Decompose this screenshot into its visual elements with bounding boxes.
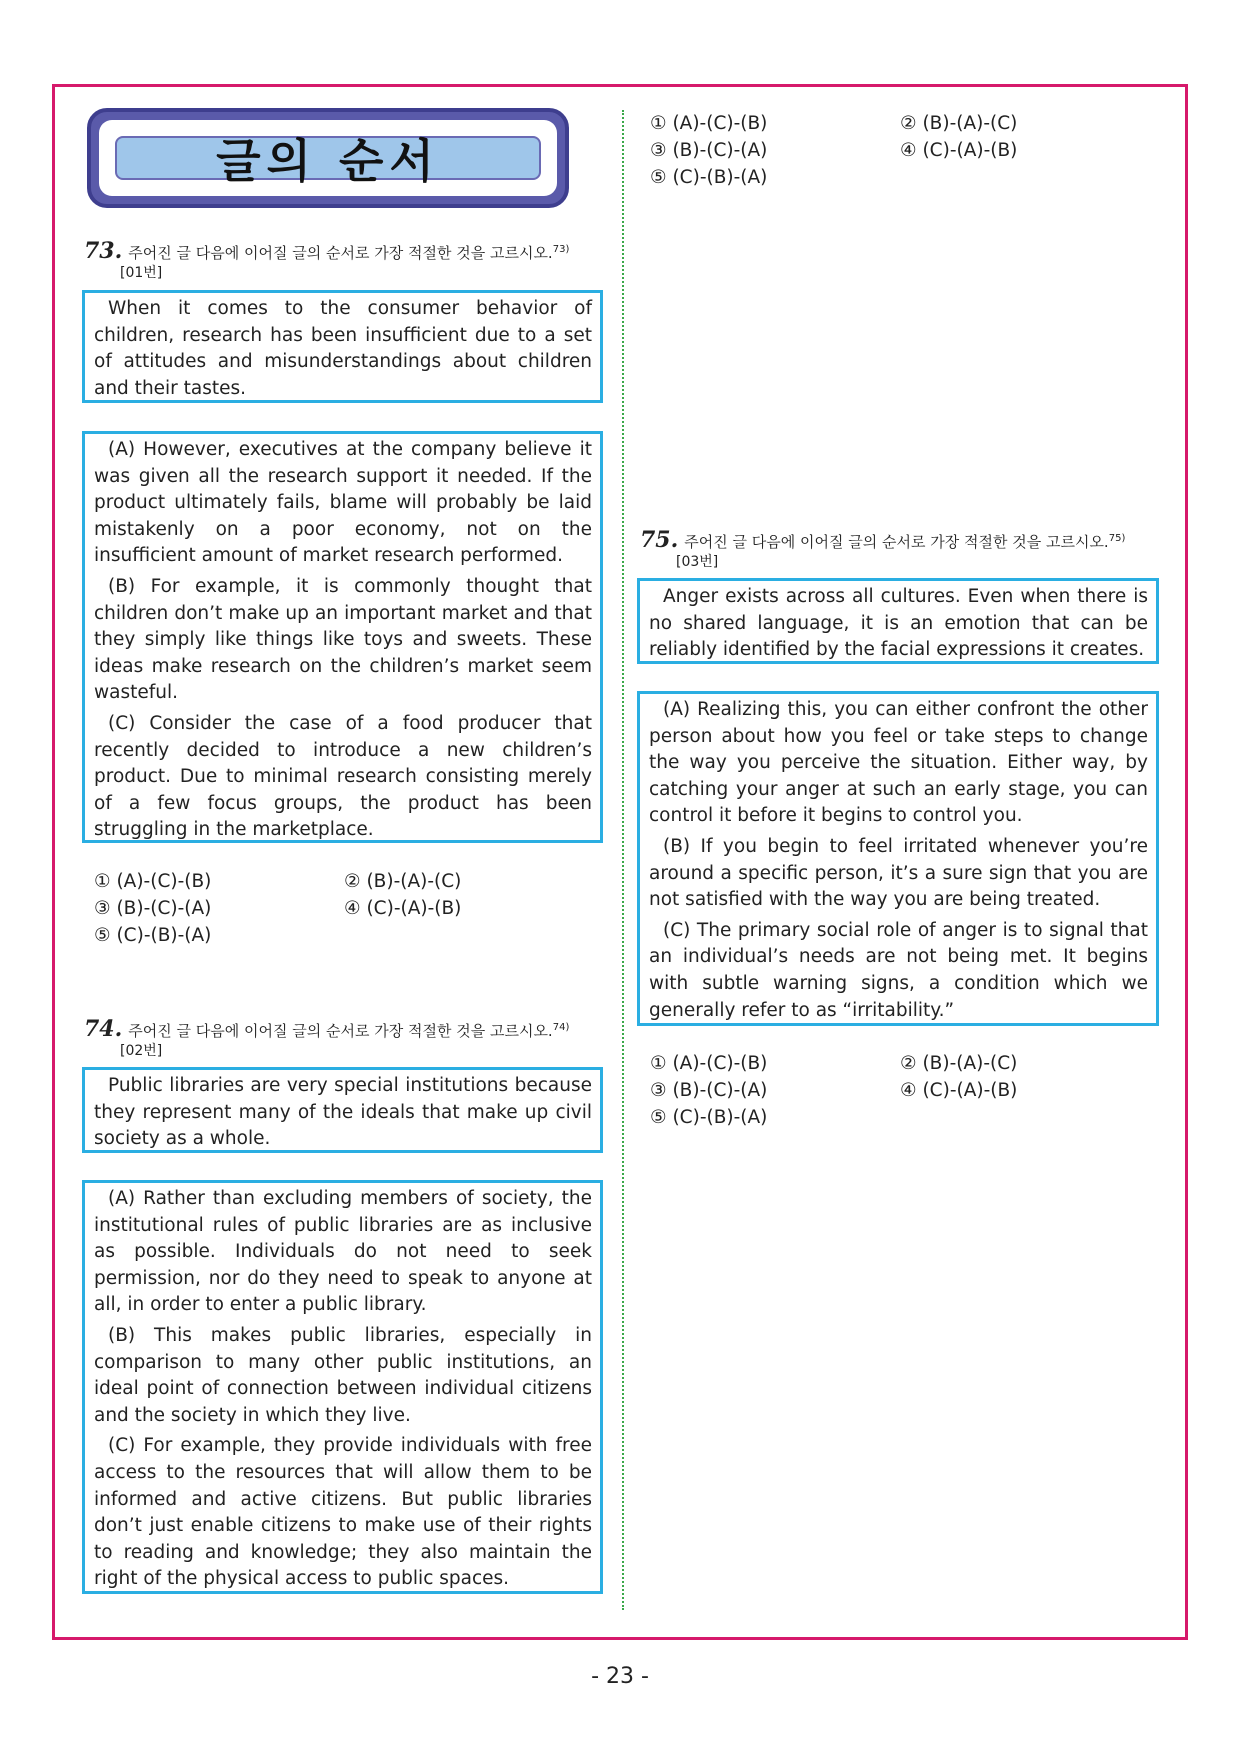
paragraph-a: (A) Realizing this, you can either confront the other person about how you feel or take steps to change the way you perceive the situation. Either way, by catching your anger at such an early stage, you can control it before it begins to control you. xyxy=(649,699,1148,827)
answer-option-4[interactable]: ④ (C)-(A)-(B) xyxy=(900,1080,1018,1101)
question-73-header xyxy=(84,240,604,283)
question-73-options xyxy=(94,868,594,949)
question-number: 75. xyxy=(640,527,679,553)
footnote-marker: 73) xyxy=(552,244,570,255)
question-instruction: 주어진 글 다음에 이어질 글의 순서로 가장 적절한 것을 고르시오. xyxy=(128,1022,553,1040)
footnote-marker: 75) xyxy=(1108,533,1126,544)
question-73-paragraphs xyxy=(82,431,603,843)
given-text: Public libraries are very special institutions because they represent many of the ideals that make up civil society as a whole. xyxy=(94,1075,592,1150)
answer-option-3[interactable]: ③ (B)-(C)-(A) xyxy=(94,898,212,919)
question-75-given-passage xyxy=(637,578,1159,664)
question-73-given-passage xyxy=(82,290,603,403)
page-number: - 23 - xyxy=(591,1664,649,1689)
question-75-header xyxy=(640,529,1165,572)
answer-option-1[interactable]: ① (A)-(C)-(B) xyxy=(94,871,212,892)
question-74-header xyxy=(84,1018,604,1061)
answer-option-1[interactable]: ① (A)-(C)-(B) xyxy=(650,113,768,134)
question-source: [01번] xyxy=(120,265,163,281)
question-75-options xyxy=(650,1050,1150,1131)
answer-option-2[interactable]: ② (B)-(A)-(C) xyxy=(900,1053,1018,1074)
answer-option-5[interactable]: ⑤ (C)-(B)-(A) xyxy=(650,167,768,188)
question-instruction: 주어진 글 다음에 이어질 글의 순서로 가장 적절한 것을 고르시오. xyxy=(128,244,553,262)
column-divider xyxy=(622,110,624,1610)
answer-option-5[interactable]: ⑤ (C)-(B)-(A) xyxy=(650,1107,768,1128)
answer-option-3[interactable]: ③ (B)-(C)-(A) xyxy=(650,140,768,161)
answer-option-4[interactable]: ④ (C)-(A)-(B) xyxy=(900,140,1018,161)
answer-option-5[interactable]: ⑤ (C)-(B)-(A) xyxy=(94,925,212,946)
given-text: When it comes to the consumer behavior of children, research has been insufficient due to a set of attitudes and misunderstandings about children and their tastes. xyxy=(94,298,592,399)
answer-option-4[interactable]: ④ (C)-(A)-(B) xyxy=(344,898,462,919)
paragraph-a: (A) Rather than excluding members of society, the institutional rules of public libraries are as inclusive as possible. Individuals do not need to seek permission, nor do they need to speak to anyone at all, in order to enter a public library. xyxy=(94,1188,592,1316)
answer-option-2[interactable]: ② (B)-(A)-(C) xyxy=(344,871,462,892)
question-number: 73. xyxy=(84,238,123,264)
paragraph-b: (B) If you begin to feel irritated whenever you’re around a specific person, it’s a sure sign that you are not satisfied with the way you are being treated. xyxy=(649,835,1148,911)
paragraph-c: (C) Consider the case of a food producer that recently decided to introduce a new children’s product. Due to minimal research consisting merely of a few focus groups, the product has been struggling in the marketplace. xyxy=(94,712,592,841)
paragraph-b: (B) This makes public libraries, especially in comparison to many other public institutions, an ideal point of connection between individual citizens and the society in which they live. xyxy=(94,1324,592,1426)
answer-option-2[interactable]: ② (B)-(A)-(C) xyxy=(900,113,1018,134)
question-74-options xyxy=(650,110,1150,191)
paragraph-c: (C) For example, they provide individuals with free access to the resources that will allow them to be informed and active citizens. But public libraries don’t just enable citizens to make use of their rights to reading and knowledge; they also maintain the right of the physical access to public spaces. xyxy=(94,1435,592,1590)
footnote-marker: 74) xyxy=(552,1022,570,1033)
question-74-paragraphs xyxy=(82,1180,603,1594)
question-74-given-passage xyxy=(82,1067,603,1153)
question-75-paragraphs xyxy=(637,691,1159,1026)
question-source: [02번] xyxy=(120,1043,163,1059)
question-source: [03번] xyxy=(676,554,719,570)
paragraph-c: (C) The primary social role of anger is to signal that an individual’s needs are not being met. It begins with subtle warning signs, a condition which we generally refer to as “irritability.” xyxy=(649,919,1148,1021)
paragraph-b: (B) For example, it is commonly thought that children don’t make up an important market and that they simply like things like toys and sweets. These ideas make research on the children’s market seem wasteful. xyxy=(94,575,592,704)
question-number: 74. xyxy=(84,1016,123,1042)
answer-option-3[interactable]: ③ (B)-(C)-(A) xyxy=(650,1080,768,1101)
section-title: 글의 순서 xyxy=(115,136,541,180)
answer-option-1[interactable]: ① (A)-(C)-(B) xyxy=(650,1053,768,1074)
question-instruction: 주어진 글 다음에 이어질 글의 순서로 가장 적절한 것을 고르시오. xyxy=(684,533,1109,551)
paragraph-a: (A) However, executives at the company believe it was given all the research support it needed. If the product ultimately fails, blame will probably be laid mistakenly on a poor economy, not on the insufficient amount of market research performed. xyxy=(94,439,592,567)
section-title-banner xyxy=(87,108,569,208)
given-text: Anger exists across all cultures. Even when there is no shared language, it is an emotion that can be reliably identified by the facial expressions it creates. xyxy=(649,586,1148,661)
